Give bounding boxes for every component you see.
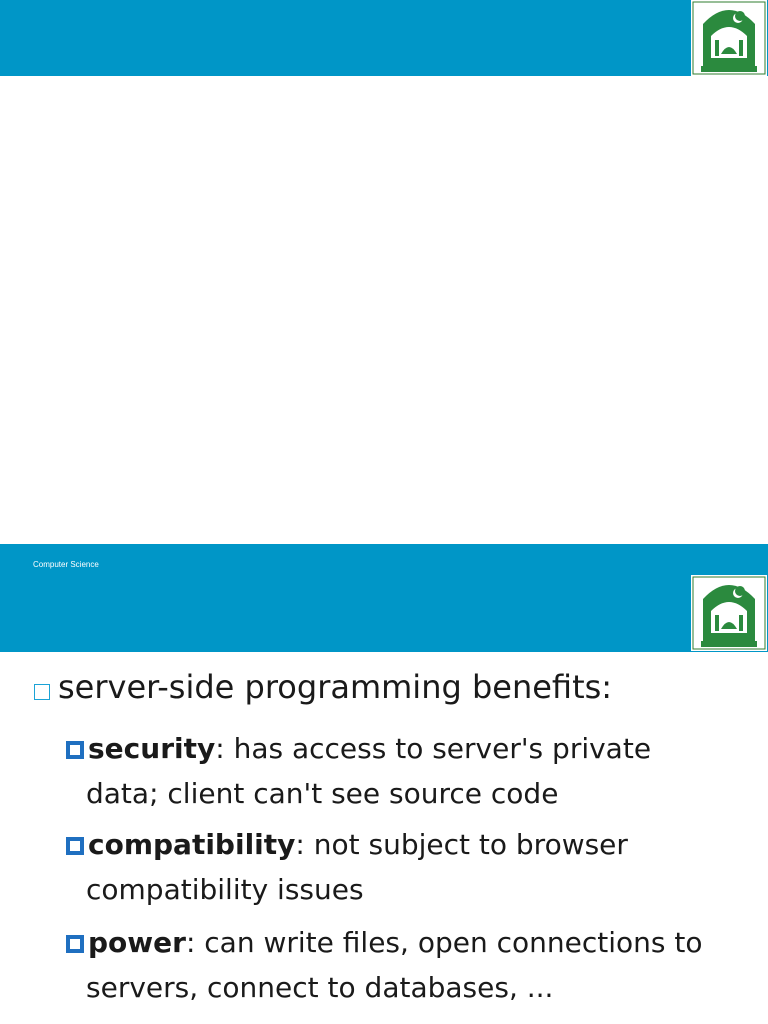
list-item <box>66 920 756 1010</box>
heading-text: server-side programming benefits: <box>58 668 613 706</box>
item-text: : not subject to browser <box>295 828 628 861</box>
item-term: security <box>88 732 216 765</box>
item-text: : has access to server's private <box>215 732 652 765</box>
item-text: : can write files, open connections to <box>185 926 703 959</box>
list-item <box>66 822 756 912</box>
item-term: power <box>88 926 186 959</box>
item-term: compatibility <box>88 828 296 861</box>
hollow-square-bullet-icon <box>34 684 50 700</box>
item-continuation: compatibility issues <box>86 873 364 906</box>
filled-square-bullet-icon <box>66 837 84 855</box>
item-continuation: data; client can't see source code <box>86 777 559 810</box>
filled-square-bullet-icon <box>66 741 84 759</box>
bullet-heading <box>34 668 612 706</box>
item-continuation: servers, connect to databases, ... <box>86 971 554 1004</box>
course-label: Computer Science <box>33 560 99 569</box>
list-item <box>66 726 756 816</box>
filled-square-bullet-icon <box>66 935 84 953</box>
